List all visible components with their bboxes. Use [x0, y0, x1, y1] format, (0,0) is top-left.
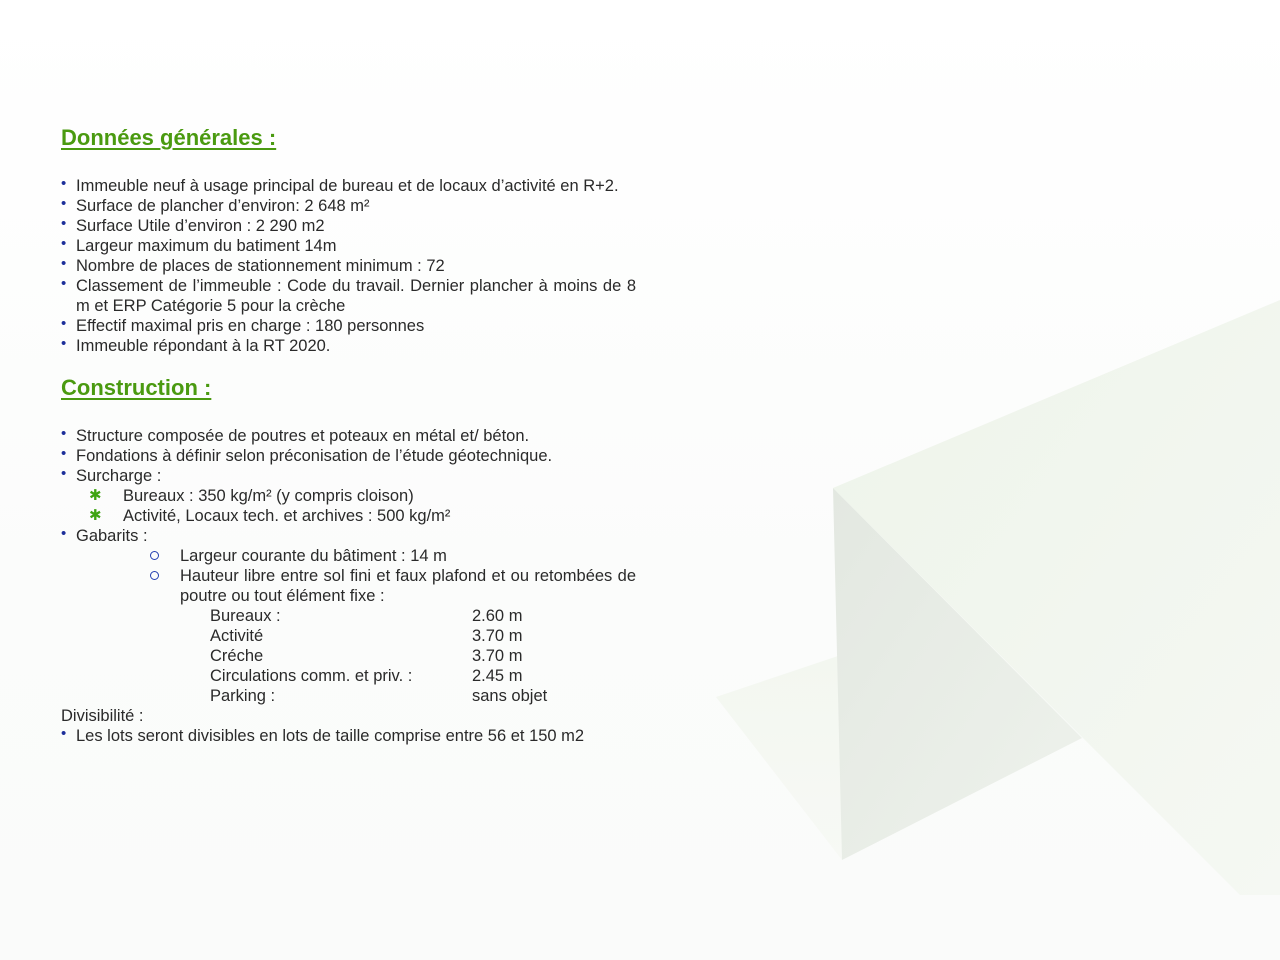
divisibility-list — [61, 726, 636, 746]
asterisk-bullet-icon: ✱ — [89, 487, 102, 504]
list-item — [61, 486, 636, 506]
height-value: 3.70 m — [472, 647, 523, 665]
list-item: • Les lots seront divisibles en lots de taille comprise entre 56 et 150 m2 — [61, 726, 636, 746]
circle-bullet-icon — [150, 571, 159, 580]
height-value: 3.70 m — [472, 627, 523, 645]
height-label: Activité — [210, 627, 264, 645]
height-label: Bureaux : — [210, 607, 281, 625]
table-row — [210, 646, 547, 666]
list-item — [61, 506, 636, 526]
height-value: sans objet — [472, 687, 548, 705]
height-value: 2.45 m — [472, 667, 523, 685]
list-item: • Largeur maximum du batiment 14m — [61, 236, 636, 256]
general-data-title: Données générales : — [61, 125, 277, 150]
list-item — [61, 566, 636, 606]
table-row — [210, 626, 547, 646]
table-row — [210, 686, 547, 706]
height-label: Parking : — [210, 687, 276, 705]
gabarits-sublist — [61, 546, 636, 606]
surcharge-text: Activité, Locaux tech. et archives : 500 kg/m² — [123, 507, 451, 525]
list-item: • Surcharge : — [61, 466, 636, 486]
list-item: • Surface de plancher d’environ: 2 648 m² — [61, 196, 636, 216]
general-data-list — [61, 176, 636, 356]
height-label: Circulations comm. et priv. : — [210, 667, 413, 685]
gabarits-list — [61, 526, 636, 546]
list-item: • Fondations à définir selon préconisation de l’étude géotechnique. — [61, 446, 636, 466]
list-item: • Immeuble répondant à la RT 2020. — [61, 336, 636, 356]
surcharge-text: Bureaux : 350 kg/m² (y compris cloison) — [123, 487, 414, 505]
list-item: • Surface Utile d’environ : 2 290 m2 — [61, 216, 636, 236]
gabarit-text: Largeur courante du bâtiment : 14 m — [180, 547, 447, 565]
divisibility-label: Divisibilité : — [61, 707, 144, 725]
list-item — [61, 546, 636, 566]
height-value: 2.60 m — [472, 607, 523, 625]
bg-wedge-left — [716, 656, 842, 860]
gabarit-text: Hauteur libre entre sol fini et faux plafond et ou retombées de poutre ou tout élément fixe : — [180, 567, 636, 605]
list-item: • Classement de l’immeuble : Code du travail. Dernier plancher à moins de 8 m et ERP Catégorie 5 pour la crèche — [61, 276, 636, 316]
content-area — [61, 124, 636, 746]
list-item: • Effectif maximal pris en charge : 180 personnes — [61, 316, 636, 336]
list-item: • Structure composée de poutres et poteaux en métal et/ béton. — [61, 426, 636, 446]
table-row — [210, 606, 547, 626]
circle-bullet-icon — [150, 551, 159, 560]
table-row — [210, 666, 547, 686]
construction-title: Construction : — [61, 375, 212, 400]
surcharge-list — [61, 486, 636, 526]
height-label: Créche — [210, 647, 264, 665]
ceiling-heights-table — [210, 606, 547, 706]
asterisk-bullet-icon: ✱ — [89, 507, 102, 524]
list-item: • Immeuble neuf à usage principal de bureau et de locaux d’activité en R+2. — [61, 176, 636, 196]
construction-list — [61, 426, 636, 486]
list-item: • Nombre de places de stationnement minimum : 72 — [61, 256, 636, 276]
gabarits-label: • Gabarits : — [61, 526, 636, 546]
